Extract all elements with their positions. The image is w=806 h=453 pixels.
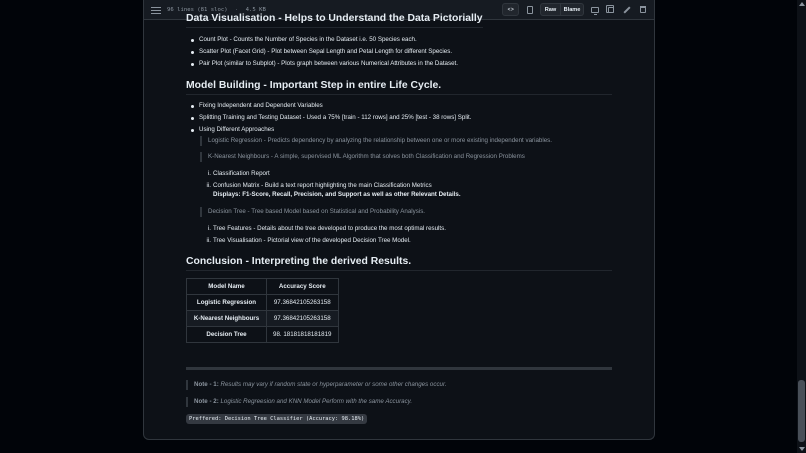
trash-icon [640,6,646,13]
page-scrollbar[interactable] [797,0,806,453]
display-source-button[interactable] [502,3,519,16]
raw-blame-group [540,3,584,16]
list-item: Splitting Training and Testing Dataset - Used a 75% [train - 112 rows] and 25% [test - 38 rows] Split. [186,112,472,124]
scroll-up-arrow-icon[interactable] [799,2,805,6]
heading-model-building: Model Building - Important Step in entire Life Cycle. [186,80,612,95]
preferred-model-code: Preffered: Decision Tree Classifier (Accuracy: 98.18%) [186,414,367,424]
edit-file-button[interactable] [621,4,632,15]
blame-button[interactable]: Blame [561,3,584,16]
list-item: ii. Tree Visualisation - Pictorial view of the developed Decision Tree Model. [206,237,411,244]
table-row [187,311,339,327]
accuracy-cell: 97.36842105263158 [267,295,339,311]
model-building-list [186,100,472,136]
display-rendered-button[interactable] [524,4,535,15]
copy-raw-button[interactable] [605,4,616,15]
meta-divider: · [235,6,238,13]
knn-sublist [200,168,432,192]
copy-icon [608,7,614,13]
open-desktop-button[interactable] [589,4,600,15]
list-item: Using Different Approaches [186,124,472,136]
monitor-icon [591,7,599,13]
table-row [187,327,339,343]
readme-content [144,13,654,440]
file-size-info: 4.5 KB [245,6,266,13]
list-item: i. Tree Features - Details about the tree developed to produce the most optimal results. [207,225,446,232]
list-item: Fixing Independent and Dependent Variables [186,100,472,112]
heading-conclusion: Conclusion - Interpreting the derived Results. [186,256,612,271]
model-name-cell: Decision Tree [187,327,267,343]
scrollbar-thumb[interactable] [798,380,805,442]
table-row [187,295,339,311]
quote-logistic-regression: Logistic Regression - Predicts dependency by analyzing the relationship between one or more existing independent variables. [200,136,552,146]
delete-file-button[interactable] [637,4,648,15]
outline-icon[interactable] [151,6,161,14]
file-view [143,0,655,440]
horizontal-rule [186,367,612,370]
file-icon [527,6,533,14]
scroll-down-arrow-icon[interactable] [799,447,805,451]
heading-data-visualisation: Data Visualisation - Helps to Understand the Data Pictorially [186,13,483,28]
visualisation-list [186,34,458,70]
column-header: Model Name [187,279,267,295]
accuracy-cell: 97.36842105263158 [267,311,339,327]
accuracy-cell: 98. 18181818181819 [267,327,339,343]
quote-knn: K-Nearest Neighbours - A simple, supervised ML Algorithm that solves both Classification and Regression Problems [200,152,525,162]
quote-decision-tree: Decision Tree - Tree based Model based on Statistical and Probability Analysis. [200,207,425,217]
file-lines-info: 96 lines (81 sloc) [167,6,228,13]
column-header: Accuracy Score [267,279,339,295]
pencil-icon [623,6,630,13]
list-item: i. Classification Report [207,170,270,177]
table-header-row [187,279,339,295]
list-item: Pair Plot (similar to Subplot) - Plots graph between various Numerical Attributes in the Dataset. [186,58,458,70]
decision-tree-sublist [200,223,446,247]
note-2: Note - 2: Logistic Regreesion and KNN Model Perform with the same Accuracy. [186,397,412,407]
displays-text: Displays: F1-Score, Recall, Precision, and Support as well as other Relevant Details. [213,191,461,198]
model-name-cell: Logistic Regression [187,295,267,311]
list-item: Count Plot - Counts the Number of Species in the Dataset i.e. 50 Species each. [186,34,458,46]
list-item: Scatter Plot (Facet Grid) - Plot between Sepal Length and Petal Length for different Species. [186,46,458,58]
list-item: ii. Confusion Matrix - Build a text report highlighting the main Classification Metrics [206,182,432,189]
note-1: Note - 1: Results may vary if random state or hyperparameter or some other changes occur. [186,380,447,390]
results-table [186,278,339,343]
model-name-cell: K-Nearest Neighbours [187,311,267,327]
raw-button[interactable]: Raw [540,3,561,16]
